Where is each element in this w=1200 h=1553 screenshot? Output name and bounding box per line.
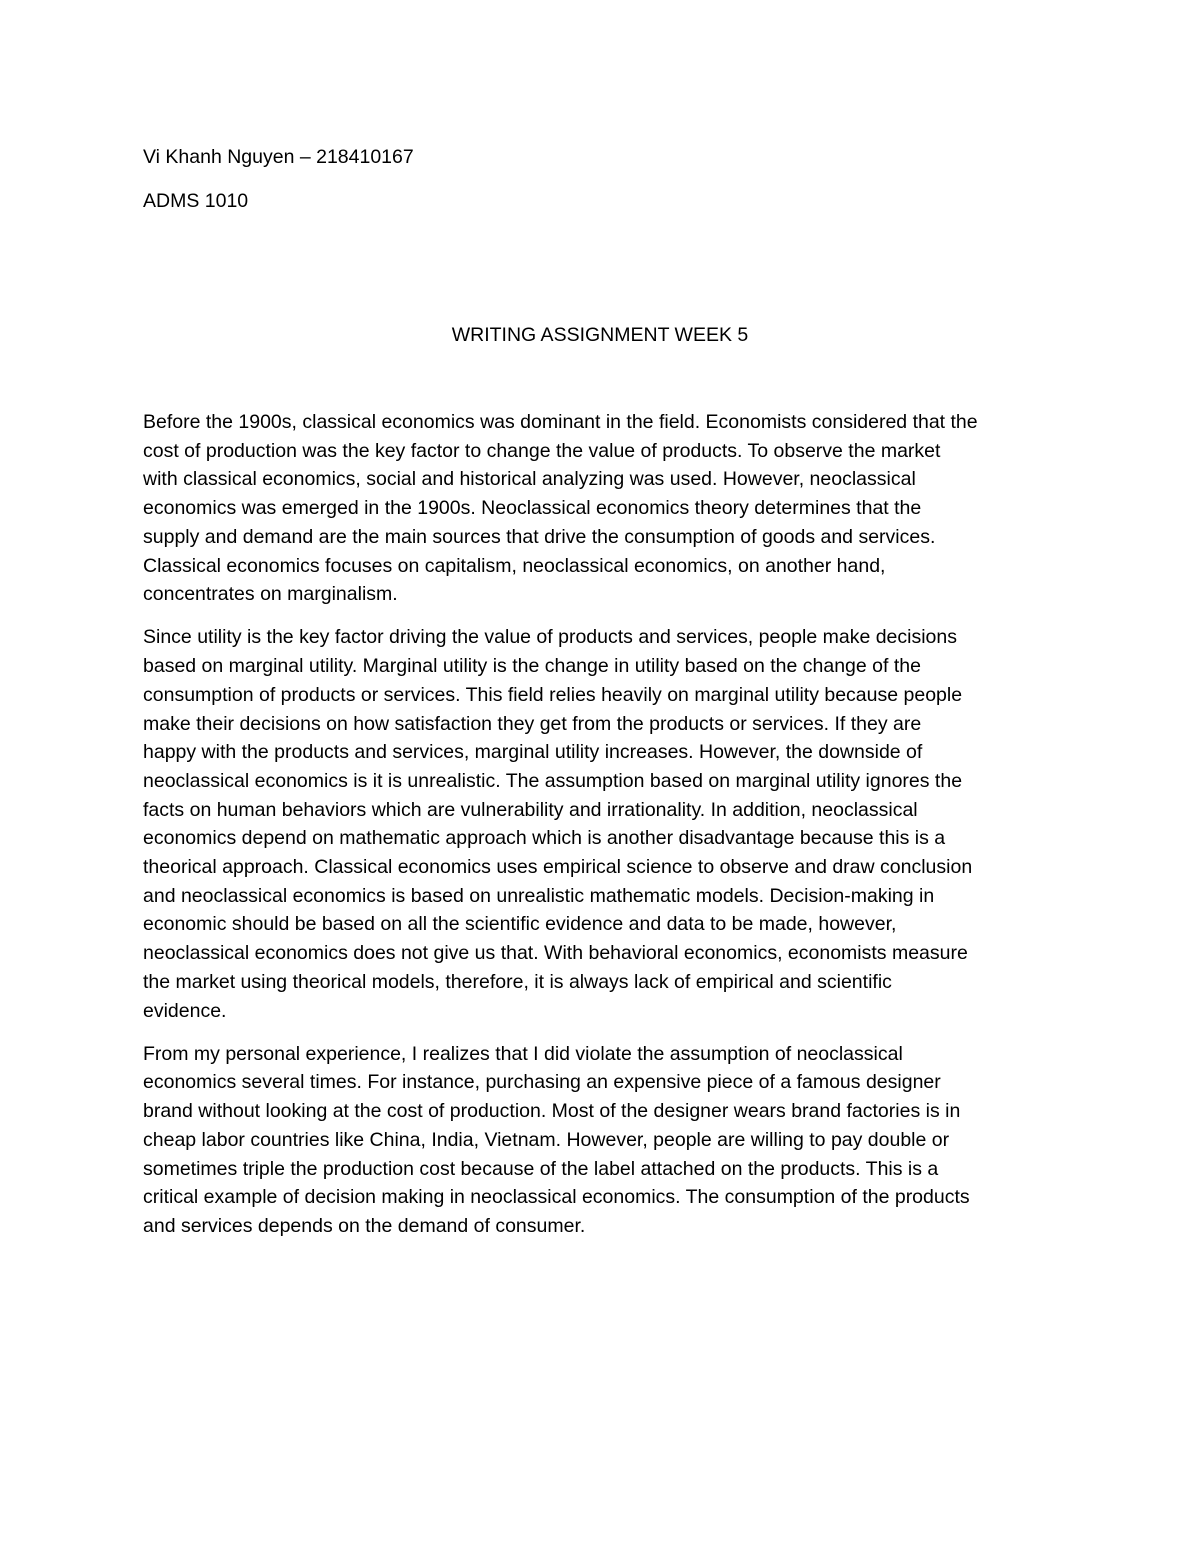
paragraph-line: sometimes triple the production cost because of the label attached on the products. This is a	[143, 1157, 939, 1180]
paragraph-line: Since utility is the key factor driving the value of products and services, people make decisions	[143, 626, 958, 649]
document-title: WRITING ASSIGNMENT WEEK 5	[451, 324, 749, 346]
paragraph-line: and neoclassical economics is based on unrealistic mathematic models. Decision-making in	[143, 884, 935, 907]
paragraph-line: facts on human behaviors which are vulnerability and irrationality. In addition, neoclassical	[143, 798, 918, 821]
paragraph-line: based on marginal utility. Marginal utility is the change in utility based on the change of the	[143, 655, 921, 678]
author-line: Vi Khanh Nguyen – 218410167	[143, 146, 414, 168]
paragraph	[143, 1040, 1063, 1241]
paragraph-line: economics depend on mathematic approach which is another disadvantage because this is a	[143, 827, 946, 850]
paragraph-line: economic should be based on all the scientific evidence and data to be made, however,	[143, 913, 897, 936]
paragraph-line: evidence.	[143, 999, 227, 1022]
paragraph-line: brand without looking at the cost of production. Most of the designer wears brand factories is in	[143, 1100, 961, 1123]
paragraph-line: cost of production was the key factor to change the value of products. To observe the market	[143, 439, 941, 462]
paragraph-line: consumption of products or services. This field relies heavily on marginal utility because people	[143, 683, 963, 706]
paragraph-line: with classical economics, social and historical analyzing was used. However, neoclassical	[143, 468, 916, 491]
paragraph-line: From my personal experience, I realizes that I did violate the assumption of neoclassical	[143, 1042, 903, 1065]
paragraph-line: economics was emerged in the 1900s. Neoclassical economics theory determines that the	[143, 497, 922, 520]
paragraph-line: the market using theorical models, therefore, it is always lack of empirical and scientific	[143, 970, 892, 993]
paragraph-line: cheap labor countries like China, India, Vietnam. However, people are willing to pay double or	[143, 1128, 950, 1151]
paragraph-line: happy with the products and services, marginal utility increases. However, the downside of	[143, 741, 923, 764]
paragraph-line: supply and demand are the main sources that drive the consumption of goods and services.	[143, 525, 936, 548]
paragraph	[143, 408, 1063, 609]
paragraph	[143, 623, 1063, 1025]
paragraph-line: make their decisions on how satisfaction they get from the products or services. If they are	[143, 712, 922, 735]
paragraph-line: neoclassical economics is it is unrealistic. The assumption based on marginal utility ignores the	[143, 769, 963, 792]
paragraph-line: critical example of decision making in neoclassical economics. The consumption of the products	[143, 1186, 970, 1209]
paragraph-line: theorical approach. Classical economics uses empirical science to observe and draw conclusion	[143, 856, 973, 879]
paragraph-line: economics several times. For instance, purchasing an expensive piece of a famous designer	[143, 1071, 941, 1094]
paragraph-line: concentrates on marginalism.	[143, 583, 398, 606]
course-code: ADMS 1010	[143, 190, 249, 212]
paragraph-line: and services depends on the demand of consumer.	[143, 1214, 586, 1237]
paragraph-line: neoclassical economics does not give us that. With behavioral economics, economists measure	[143, 942, 968, 965]
paragraph-line: Before the 1900s, classical economics was dominant in the field. Economists considered that the	[143, 411, 978, 433]
document-body	[143, 408, 1063, 1255]
paragraph-line: Classical economics focuses on capitalism, neoclassical economics, on another hand,	[143, 554, 886, 577]
